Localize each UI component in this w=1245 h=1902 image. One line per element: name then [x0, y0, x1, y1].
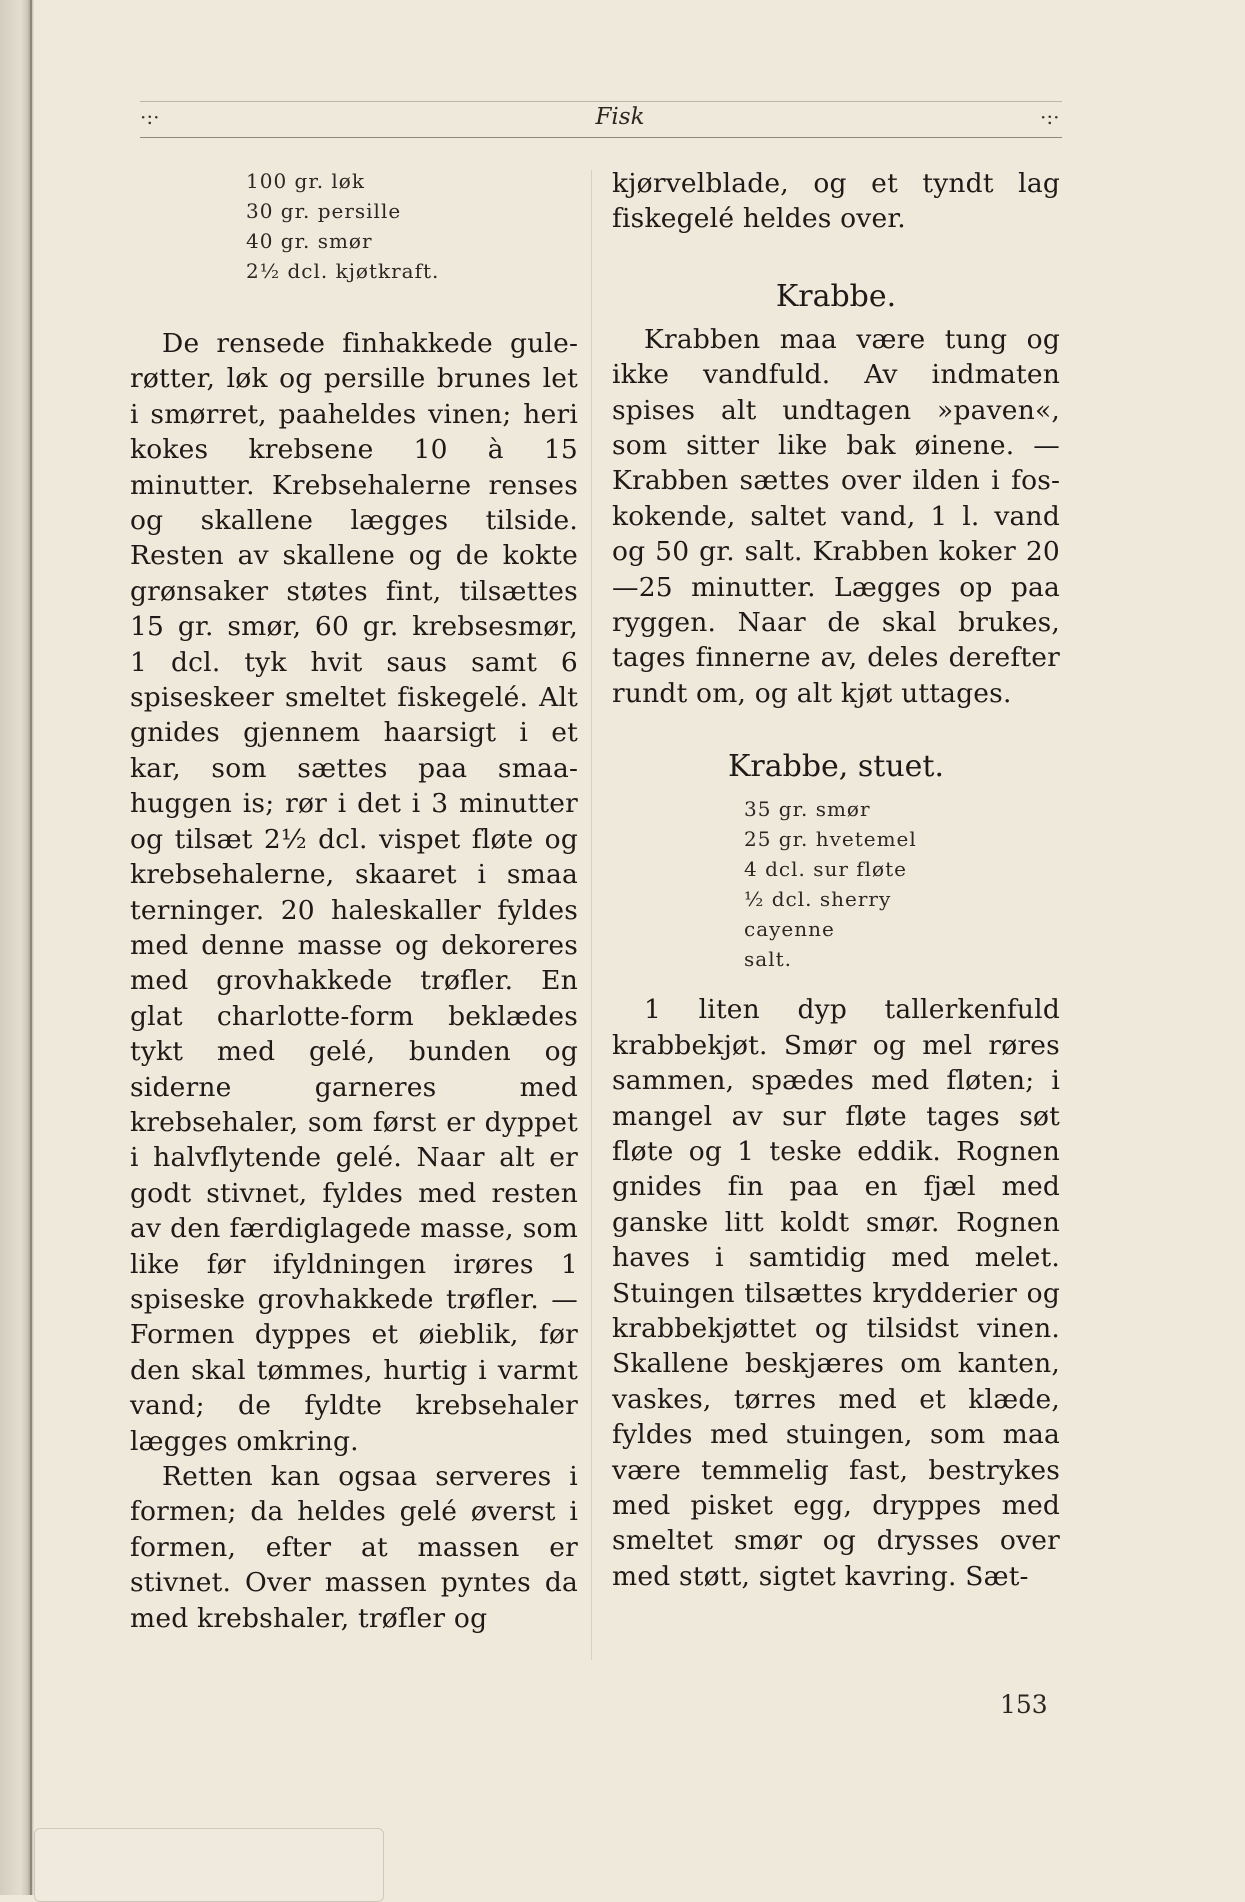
column-divider	[591, 170, 592, 1660]
recipe-paragraph: Retten kan ogsaa serveres i formen; da heldes gelé øverst i formen, efter at massen er stivnet. Over massen pyntes da med krebshaler, trøfler og	[130, 1461, 578, 1634]
ingredient-item: salt.	[744, 947, 792, 972]
ornament-left-icon: ·:·	[140, 105, 160, 129]
page-edge-tab	[34, 1828, 384, 1902]
ingredient-item: 2½ dcl. kjøtkraft.	[246, 259, 440, 283]
ingredient-list	[246, 166, 578, 286]
continued-paragraph: kjørvelblade, og et tyndt lag fiskegelé heldes over.	[612, 168, 1060, 235]
section-title: Krabbe, stuet.	[728, 749, 944, 785]
running-head: Fisk	[595, 104, 645, 130]
left-column	[130, 166, 578, 1636]
gutter-line	[30, 0, 32, 1895]
header-rule-top	[140, 101, 1062, 102]
book-spine	[0, 0, 34, 1895]
header-rule-bottom	[140, 137, 1062, 138]
recipe-paragraph: 1 liten dyp tallerkenfuld krabbekjøt. Smør og mel røres sammen, spædes med fløten; i mangel av sur fløte tages søt fløte og 1 teske eddik. Rognen gnides fin paa en fjæl med ganske litt koldt smør. Rognen haves i samtidig med melet. Stuingen tilsættes krydderier og krabbekjøttet og tilsidst vinen. Skallene beskjæres om kanten, vaskes, tørres med et klæde, fyldes med stuingen, som maa være temmelig fast, bestrykes med pisket egg, dryppes med smeltet smør og drysses over med støtt, sigtet kavring. Sæt-	[612, 994, 1060, 1592]
ingredient-item: cayenne	[744, 917, 835, 942]
recipe-paragraph: Krabben maa være tung og ikke vandfuld. Av indmaten spises alt undtagen »paven«, som sitter like bak øinene. — Krabben sættes over ilden i foskokende, saltet vand, 1 l. vand og 50 gr. salt. Krabben koker 20—25 minutter. Lægges op paa ryggen. Naar de skal brukes, tages finnerne av, deles derefter rundt om, og alt kjøt uttages.	[612, 323, 1060, 709]
ingredient-item: ½ dcl. sherry	[744, 887, 892, 912]
ingredient-item: 40 gr. smør	[246, 229, 373, 253]
page-number: 153	[1000, 1690, 1048, 1719]
right-column	[612, 166, 1060, 1594]
ingredient-item: 4 dcl. sur fløte	[744, 857, 907, 882]
ingredient-item: 35 gr. smør	[744, 797, 871, 822]
section-title: Krabbe.	[775, 278, 897, 314]
ornament-right-icon: ·:·	[1040, 105, 1060, 129]
ingredient-item: 100 gr. løk	[246, 169, 365, 193]
ingredient-item: 25 gr. hvetemel	[744, 827, 917, 852]
ingredient-item: 30 gr. persille	[246, 199, 402, 223]
ingredient-list	[744, 794, 1060, 974]
recipe-paragraph: De rensede finhakkede gulerøtter, løk og persille brunes let i smørret, paaheldes vinen; heri kokes krebsene 10 à 15 minutter. Krebsehalerne renses og skallene lægges tilside. Resten av skallene og de kokte grønsaker støtes fint, tilsættes 15 gr. smør, 60 gr. krebsesmør, 1 dcl. tyk hvit saus samt 6 spiseskeer smeltet fiskegelé. Alt gnides gjennem haarsigt i et kar, som sættes paa smaahuggen is; rør i det i 3 minutter og tilsæt 2½ dcl. vispet fløte og krebsehalerne, skaaret i smaa terninger. 20 haleskaller fyldes med denne masse og dekoreres med grovhakkede trøfler. En glat charlotte-form beklædes tykt med gelé, bunden og siderne garneres med krebsehaler, som først er dyppet i halvflytende gelé. Naar alt er godt stivnet, fyldes med resten av den færdiglagede masse, som like før ifyldningen irøres 1 spiseske grovhakkede trøfler. — Formen dyppes et øieblik, før den skal tømmes, hurtig i varmt vand; de fyldte krebsehaler lægges omkring.	[130, 328, 578, 1457]
